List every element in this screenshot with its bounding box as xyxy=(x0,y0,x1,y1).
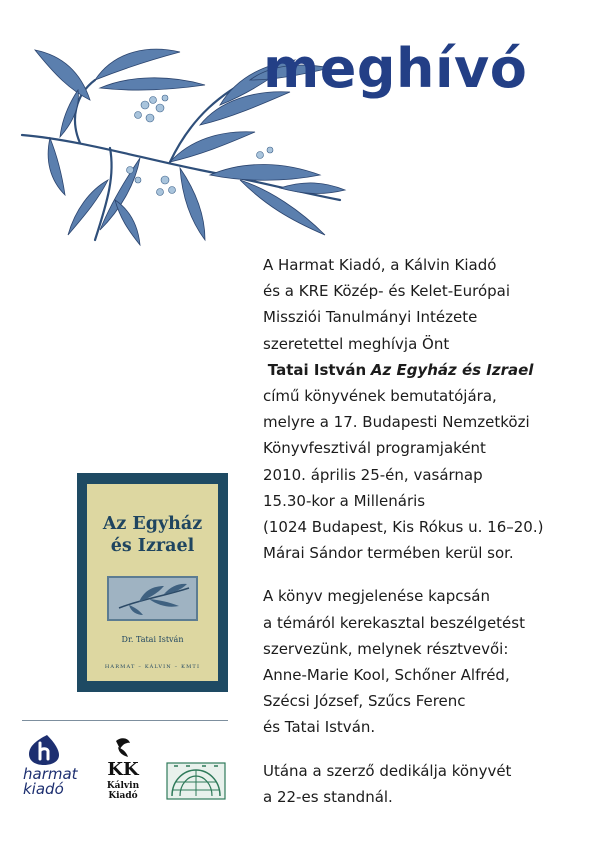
invitation-paragraph xyxy=(263,583,593,740)
event-time: 15.30-kor a Millenáris xyxy=(263,491,426,510)
book-cover-panel xyxy=(87,484,218,681)
kalvin-logo-text xyxy=(102,781,144,801)
book-cover-title xyxy=(87,513,218,557)
harmat-drop-icon xyxy=(29,735,59,765)
text-line: Könyvfesztivál programjaként xyxy=(263,439,486,458)
participants-line: Szécsi József, Szűcs Ferenc xyxy=(263,692,466,711)
text-line: című könyvének bemutatójára, xyxy=(263,387,497,406)
kalvin-logo xyxy=(102,737,144,807)
divider xyxy=(22,720,228,721)
book-cover-title-line: és Izrael xyxy=(110,536,195,556)
book-cover-author: Dr. Tatai István xyxy=(121,635,184,644)
text-line: A Harmat Kiadó, a Kálvin Kiadó xyxy=(263,256,497,274)
event-date: 2010. április 25-én, vasárnap xyxy=(263,465,483,484)
kalvin-emblem-icon xyxy=(102,737,144,779)
text-line: és a KRE Közép- és Kelet-Európai xyxy=(263,282,511,301)
text-line: szeretettel meghívja Önt xyxy=(263,334,450,353)
olive-sprig-icon xyxy=(109,578,196,619)
kalvin-logo-line: Kálvin xyxy=(106,781,140,791)
book-cover-title-line: Az Egyház xyxy=(102,514,203,534)
harmat-logo-text xyxy=(23,767,78,797)
harmat-logo-line: kiadó xyxy=(23,780,64,798)
text-line: melyre a 17. Budapesti Nemzetközi xyxy=(263,413,530,432)
text-line: Missziói Tanulmányi Intézete xyxy=(263,308,478,327)
kalvin-logo-line: Kiadó xyxy=(108,791,138,801)
svg-text:KK: KK xyxy=(107,759,139,779)
harmat-logo xyxy=(23,735,83,805)
text-line: a 22-es standnál. xyxy=(263,787,393,806)
book-title: Az Egyház és Izrael xyxy=(370,360,534,379)
book-cover-publishers: HARMAT – KÁLVIN – KMTI xyxy=(104,664,201,670)
participants-line: Anne-Marie Kool, Schőner Alfréd, xyxy=(263,666,510,685)
participants-line: és Tatai István. xyxy=(263,718,376,737)
book-cover-illustration xyxy=(107,576,198,621)
invitation-title: meghívó xyxy=(263,37,528,100)
kmti-globe-logo xyxy=(166,762,226,800)
invitation-paragraph xyxy=(263,252,593,566)
text-line xyxy=(263,357,593,383)
event-address: (1024 Budapest, Kis Rókus u. 16–20.) xyxy=(263,518,544,537)
text-line: szervezünk, melynek résztvevői: xyxy=(263,639,509,658)
harmat-logo-line: harmat xyxy=(23,765,78,783)
invitation-text xyxy=(263,252,593,810)
book-author: Tatai István xyxy=(267,360,367,379)
invitation-paragraph xyxy=(263,758,593,810)
text-line: A könyv megjelenése kapcsán xyxy=(263,587,490,606)
book-cover xyxy=(77,473,228,692)
text-line: Utána a szerző dedikálja könyvét xyxy=(263,761,512,780)
event-room: Márai Sándor termében kerül sor. xyxy=(263,544,514,563)
text-line: a témáról kerekasztal beszélgetést xyxy=(263,613,525,632)
